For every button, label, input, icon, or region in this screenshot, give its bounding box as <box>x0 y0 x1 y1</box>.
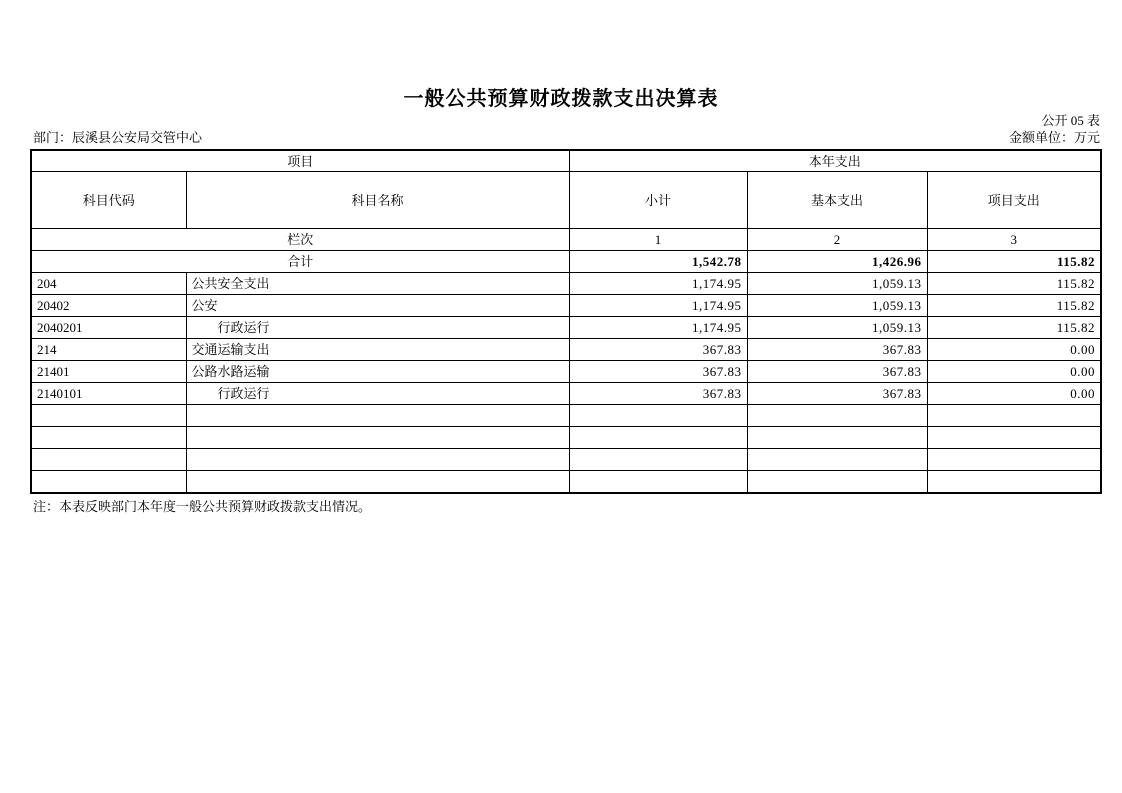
header-project-expenditure: 项目支出 <box>927 172 1101 229</box>
total-basic-value: 1,426.96 <box>747 251 927 273</box>
subject-code: 214 <box>31 339 186 361</box>
empty-cell <box>927 405 1101 427</box>
empty-cell <box>186 471 569 494</box>
total-subtotal-value: 1,542.78 <box>569 251 747 273</box>
total-row <box>31 251 1101 273</box>
empty-cell <box>569 449 747 471</box>
empty-cell <box>927 471 1101 494</box>
lanci-label: 栏次 <box>31 229 569 251</box>
empty-cell <box>31 427 186 449</box>
project-value: 0.00 <box>927 383 1101 405</box>
empty-table-row <box>31 405 1101 427</box>
empty-cell <box>747 427 927 449</box>
empty-cell <box>747 471 927 494</box>
project-value: 115.82 <box>927 295 1101 317</box>
empty-cell <box>747 449 927 471</box>
empty-cell <box>569 471 747 494</box>
subject-name: 公安 <box>186 295 569 317</box>
table-row <box>31 317 1101 339</box>
total-project-value: 115.82 <box>927 251 1101 273</box>
empty-table-row <box>31 471 1101 494</box>
basic-value: 367.83 <box>747 361 927 383</box>
basic-value: 1,059.13 <box>747 273 927 295</box>
subtotal-value: 367.83 <box>569 339 747 361</box>
empty-cell <box>569 427 747 449</box>
header-group-row <box>31 150 1101 172</box>
project-value: 115.82 <box>927 317 1101 339</box>
subtotal-value: 367.83 <box>569 361 747 383</box>
empty-cell <box>927 427 1101 449</box>
subject-code: 204 <box>31 273 186 295</box>
subject-name: 行政运行 <box>186 317 569 339</box>
header-subtotal: 小计 <box>569 172 747 229</box>
project-value: 0.00 <box>927 361 1101 383</box>
header-subject-code: 科目代码 <box>31 172 186 229</box>
empty-cell <box>927 449 1101 471</box>
table-row <box>31 361 1101 383</box>
empty-table-row <box>31 427 1101 449</box>
empty-table-row <box>31 449 1101 471</box>
unit-label: 金额单位：万元 <box>1008 130 1100 145</box>
header-current-year-group: 本年支出 <box>569 150 1101 172</box>
table-row <box>31 383 1101 405</box>
department-label: 部门：辰溪县公安局交管中心 <box>33 130 203 145</box>
table-row <box>31 273 1101 295</box>
subject-name: 交通运输支出 <box>186 339 569 361</box>
header-subject-name: 科目名称 <box>186 172 569 229</box>
basic-value: 367.83 <box>747 339 927 361</box>
subject-name: 行政运行 <box>186 383 569 405</box>
subtotal-value: 367.83 <box>569 383 747 405</box>
subject-name: 公共安全支出 <box>186 273 569 295</box>
column-number-3: 3 <box>927 229 1101 251</box>
column-index-row <box>31 229 1101 251</box>
subject-code: 2040201 <box>31 317 186 339</box>
header-project-group: 项目 <box>31 150 569 172</box>
project-value: 115.82 <box>927 273 1101 295</box>
table-row <box>31 339 1101 361</box>
subtotal-value: 1,174.95 <box>569 317 747 339</box>
basic-value: 367.83 <box>747 383 927 405</box>
total-label: 合计 <box>31 251 569 273</box>
subject-code: 21401 <box>31 361 186 383</box>
empty-cell <box>31 449 186 471</box>
header-basic-expenditure: 基本支出 <box>747 172 927 229</box>
empty-cell <box>186 427 569 449</box>
empty-cell <box>186 449 569 471</box>
expenditure-table <box>30 149 1102 494</box>
page-title: 一般公共预算财政拨款支出决算表 <box>403 88 719 110</box>
empty-cell <box>31 405 186 427</box>
subtotal-value: 1,174.95 <box>569 295 747 317</box>
form-code: 公开 05 表 <box>1041 113 1100 128</box>
basic-value: 1,059.13 <box>747 295 927 317</box>
empty-cell <box>569 405 747 427</box>
subtotal-value: 1,174.95 <box>569 273 747 295</box>
column-number-2: 2 <box>747 229 927 251</box>
empty-cell <box>186 405 569 427</box>
basic-value: 1,059.13 <box>747 317 927 339</box>
project-value: 0.00 <box>927 339 1101 361</box>
subject-code: 20402 <box>31 295 186 317</box>
empty-cell <box>31 471 186 494</box>
meta-row <box>33 130 1100 145</box>
table-row <box>31 295 1101 317</box>
empty-cell <box>747 405 927 427</box>
header-columns-row <box>31 172 1101 229</box>
subject-code: 2140101 <box>31 383 186 405</box>
footnote: 注：本表反映部门本年度一般公共预算财政拨款支出情况。 <box>33 499 372 514</box>
subject-name: 公路水路运输 <box>186 361 569 383</box>
column-number-1: 1 <box>569 229 747 251</box>
